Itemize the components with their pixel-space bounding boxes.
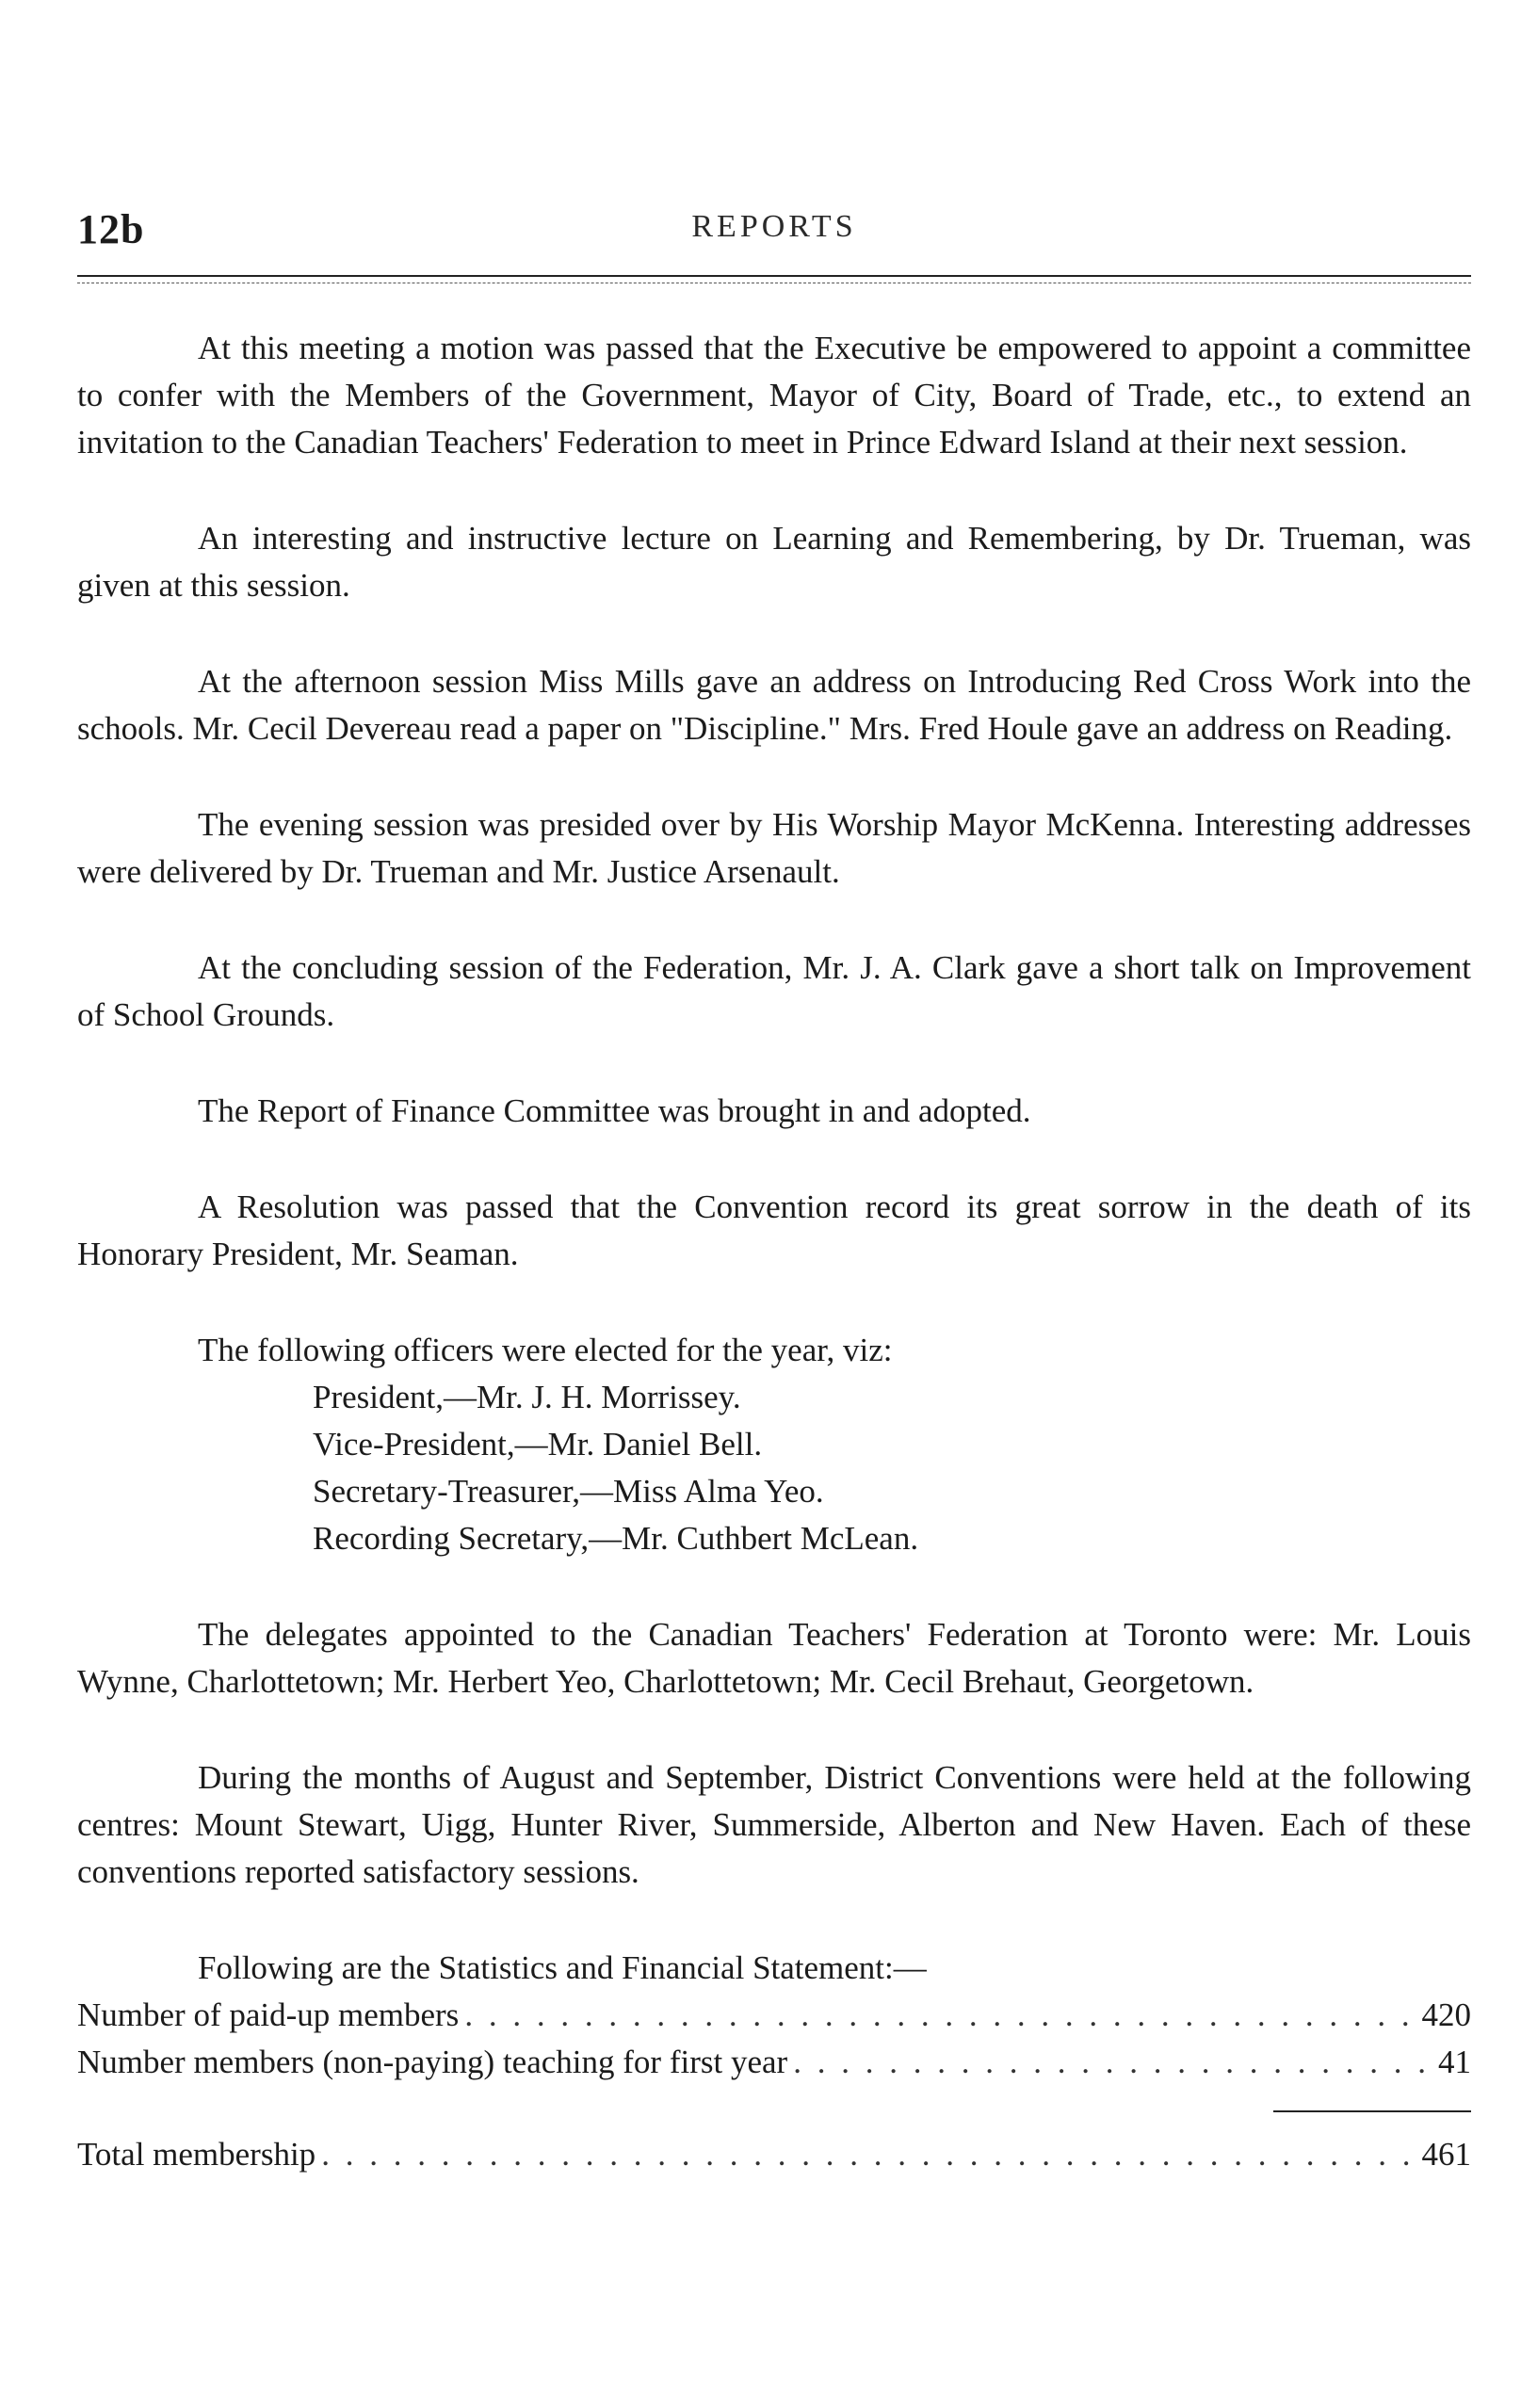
paragraph-district-conventions: During the months of August and September, District Conventions were held at the following centres: Mount Stewart, Uigg, Hunter River, Summerside, Alberton and New Haven. Each of these conventions reported satisfactory sessions. [77,1759,1471,1890]
dot-leader [793,2039,1432,2086]
officer-secretary-treasurer: Secretary-Treasurer,—Miss Alma Yeo. [313,1473,824,1510]
dot-leader [321,2131,1416,2178]
page-header [77,205,1471,262]
stat-row-non-paying-members [77,2039,1471,2086]
stat-label: Number of paid-up members [77,1996,460,2033]
officers-intro: The following officers were elected for the year, viz: [198,1332,893,1368]
paragraph-concluding-session: At the concluding session of the Federation, Mr. J. A. Clark gave a short talk on Improvement of School Grounds. [77,949,1471,1033]
stat-value: 41 [1438,2044,1471,2080]
total-value: 461 [1421,2136,1471,2173]
officer-recording-secretary: Recording Secretary,—Mr. Cuthbert McLean. [313,1520,919,1557]
paragraph-finance-report: The Report of Finance Committee was brought in and adopted. [198,1092,1031,1129]
paragraph-motion: At this meeting a motion was passed that the Executive be empowered to appoint a committee to confer with the Members of the Government, Mayor of City, Board of Trade, etc., to extend an invitation to the Canadian Teachers' Federation to meet in Prince Edward Island at their next session. [77,330,1471,461]
page-number: 12b [77,206,145,252]
header-rule [77,275,1471,277]
paragraph-resolution: A Resolution was passed that the Convention record its great sorrow in the death of its Honorary President, Mr. Seaman. [77,1188,1471,1272]
officer-vice-president: Vice-President,—Mr. Daniel Bell. [313,1426,763,1463]
officers-list [77,1374,1471,1562]
officer-president: President,—Mr. J. H. Morrissey. [313,1379,741,1415]
dot-leader [464,1992,1416,2039]
total-label: Total membership [77,2136,316,2173]
stat-label: Number members (non-paying) teaching for first year [77,2044,788,2080]
total-rule [1273,2110,1471,2112]
stat-row-paid-members [77,1992,1471,2039]
paragraph-lecture: An interesting and instructive lecture on Learning and Remembering, by Dr. Trueman, was given at this session. [77,520,1471,604]
stat-row-total-membership [77,2131,1471,2178]
paragraph-afternoon-session: At the afternoon session Miss Mills gave an address on Introducing Red Cross Work into the schools. Mr. Cecil Devereau read a paper on "Discipline." Mrs. Fred Houle gave an address on Reading. [77,663,1471,747]
running-head: REPORTS [691,209,857,244]
statistics-intro: Following are the Statistics and Financial Statement:— [198,1949,927,1986]
paragraph-evening-session: The evening session was presided over by His Worship Mayor McKenna. Interesting addresses were delivered by Dr. Trueman and Mr. Justice Arsenault. [77,806,1471,890]
body-text [77,325,1471,2178]
paragraph-delegates: The delegates appointed to the Canadian Teachers' Federation at Toronto were: Mr. Louis Wynne, Charlottetown; Mr. Herbert Yeo, Charlottetown; Mr. Cecil Brehaut, Georgetown. [77,1616,1471,1700]
stat-value: 420 [1421,1996,1471,2033]
